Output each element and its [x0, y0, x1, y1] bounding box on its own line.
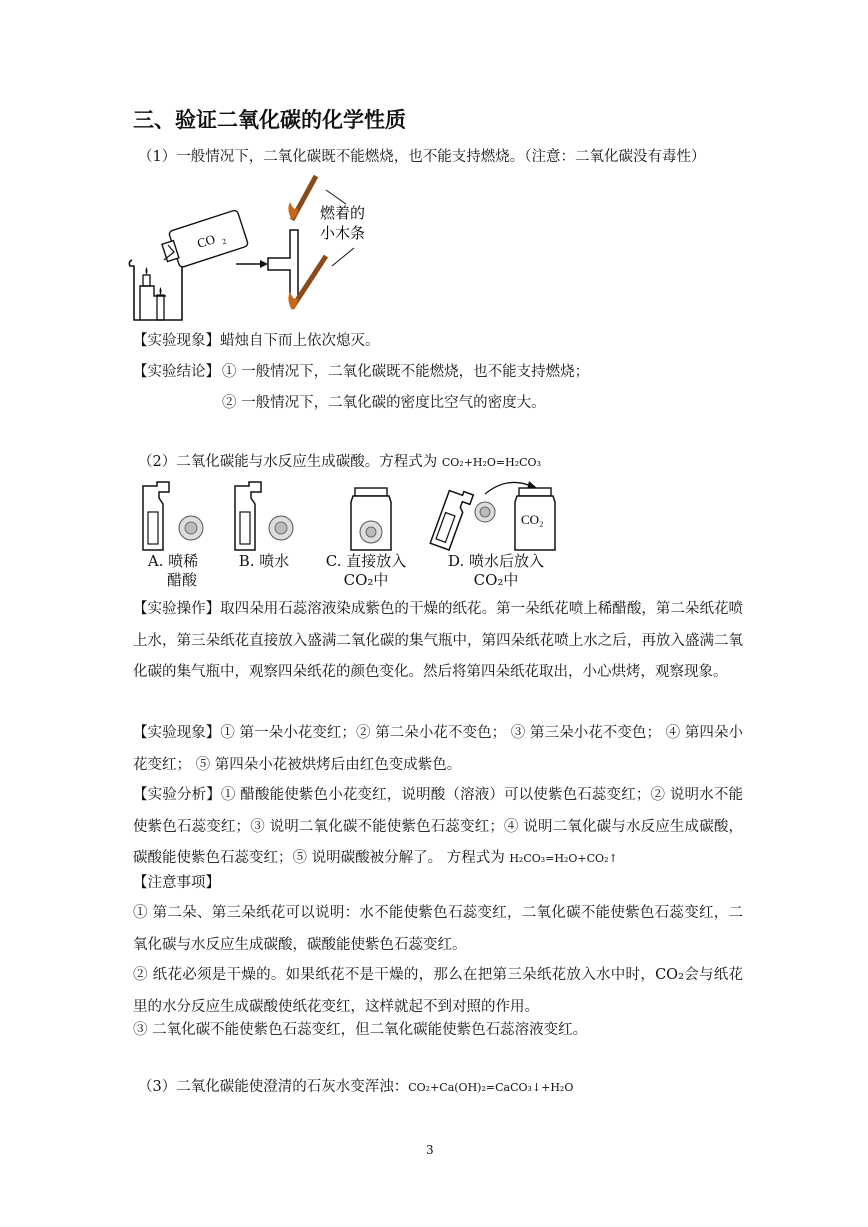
caption-a-line2: 醋酸	[166, 571, 197, 589]
flower-b	[269, 516, 293, 540]
part2-analysis-text: 【实验分析】① 醋酸能使紫色小花变红，说明酸（溶液）可以使紫色石蕊变红；② 说明水不能使紫色石蕊变红；③ 说明二氧化碳不能使紫色石蕊变红；④ 说明二氧化碳与水反应生成碳酸，碳酸能使紫色石蕊变红；⑤ 说明碳酸被分解了。 方程式为	[133, 787, 743, 866]
co2-bottle	[159, 210, 249, 271]
part1-phenomenon: 【实验现象】蜡烛自下而上依次熄灭。	[133, 333, 380, 349]
part2-analysis	[133, 780, 743, 875]
caption-c-line2: CO₂中	[343, 571, 389, 589]
jar-c	[351, 488, 391, 550]
part1-conclusion-2: ② 一般情况下，二氧化碳的密度比空气的密度大。	[222, 395, 546, 411]
candle-low-flame	[146, 267, 148, 275]
caption-c	[316, 552, 416, 590]
caption-a	[135, 552, 211, 590]
part3-intro	[138, 1077, 573, 1098]
candle-high	[157, 295, 164, 320]
part2-intro	[138, 452, 541, 473]
note-2: ② 纸花必须是干燥的。如果纸花不是干燥的，那么在把第三朵纸花放入水中时，CO₂会与纸花里的水分反应生成碳酸使纸花变红，这样就起不到对照的作用。	[133, 967, 743, 1015]
part2-intro-equation: CO₂+H₂O=H₂CO₃	[441, 456, 541, 469]
spray-bottle-a	[143, 482, 169, 550]
part1-conclusion-label: 【实验结论】	[133, 364, 220, 380]
part2-intro-text: （2）二氧化碳能与水反应生成碳酸。方程式为	[138, 454, 442, 470]
flame-top	[288, 202, 298, 220]
note-3: ③ 二氧化碳不能使紫色石蕊变红，但二氧化碳能使紫色石蕊溶液变红。	[133, 1022, 588, 1038]
part2-operation: 【实验操作】取四朵用石蕊溶液染成紫色的干燥的纸花。第一朵纸花喷上稀醋酸，第二朵纸花喷上水，第三朵纸花直接放入盛满二氧化碳的集气瓶中，第四朵纸花喷上水之后，再放入盛满二氧化碳的集气瓶中，观察四朵纸花的颜色变化。然后将第四朵纸花取出，小心烘烤，观察现象。	[133, 601, 743, 680]
candle-experiment-figure	[120, 172, 380, 322]
spray-bottle-b	[235, 482, 261, 550]
notes-title: 【注意事项】	[133, 875, 220, 891]
part3-intro-equation: CO₂+Ca(OH)₂=CaCO₃↓+H₂O	[408, 1081, 574, 1094]
candle-high-flame	[160, 287, 162, 295]
part2-phenomenon: 【实验现象】① 第一朵小花变红；② 第二朵小花不变色； ③ 第三朵小花不变色； ④ 第四朵小花变红； ⑤ 第四朵小花被烘烤后由红色变成紫色。	[133, 725, 743, 773]
note-1: ① 第二朵、第三朵纸花可以说明：水不能使紫色石蕊变红，二氧化碳不能使紫色石蕊变红，二氧化碳与水反应生成碳酸，碳酸能使紫色石蕊变红。	[133, 905, 743, 953]
caption-d-line2: CO₂中	[473, 571, 519, 589]
part1-conclusion-1: ① 一般情况下，二氧化碳既不能燃烧，也不能支持燃烧；	[222, 364, 590, 380]
caption-d-line1: D. 喷水后放入	[447, 552, 545, 570]
caption-c-line1: C. 直接放入	[325, 552, 407, 570]
arrow-head	[260, 260, 268, 268]
co2-label: CO	[195, 231, 218, 251]
stick-label-line1: 燃着的	[320, 204, 366, 222]
co2-label-sub: 2	[220, 236, 228, 247]
beaker	[129, 256, 182, 320]
page-number: 3	[426, 1143, 434, 1157]
spray-bottle-d	[430, 487, 473, 552]
t-tube	[268, 230, 298, 300]
section-title: 三、验证二氧化碳的化学性质	[133, 108, 406, 132]
caption-d	[434, 552, 558, 590]
step-stand	[140, 286, 166, 320]
flower-d	[475, 502, 495, 522]
part1-intro: （1）一般情况下，二氧化碳既不能燃烧，也不能支持燃烧。（注意：二氧化碳没有毒性）	[138, 149, 706, 165]
caption-a-line1: A. 喷稀	[147, 552, 199, 570]
jar-d	[515, 488, 555, 550]
candle-low	[143, 275, 150, 286]
flower-experiment-figure	[135, 476, 565, 554]
part3-intro-text: （3）二氧化碳能使澄清的石灰水变浑浊：	[138, 1079, 409, 1095]
flower-a	[179, 516, 203, 540]
stick-label-line2: 小木条	[320, 224, 366, 242]
caption-b: B. 喷水	[238, 552, 290, 570]
part2-analysis-equation: H₂CO₃=H₂O+CO₂↑	[509, 852, 618, 865]
jar-co2-label: CO₂	[521, 512, 544, 527]
